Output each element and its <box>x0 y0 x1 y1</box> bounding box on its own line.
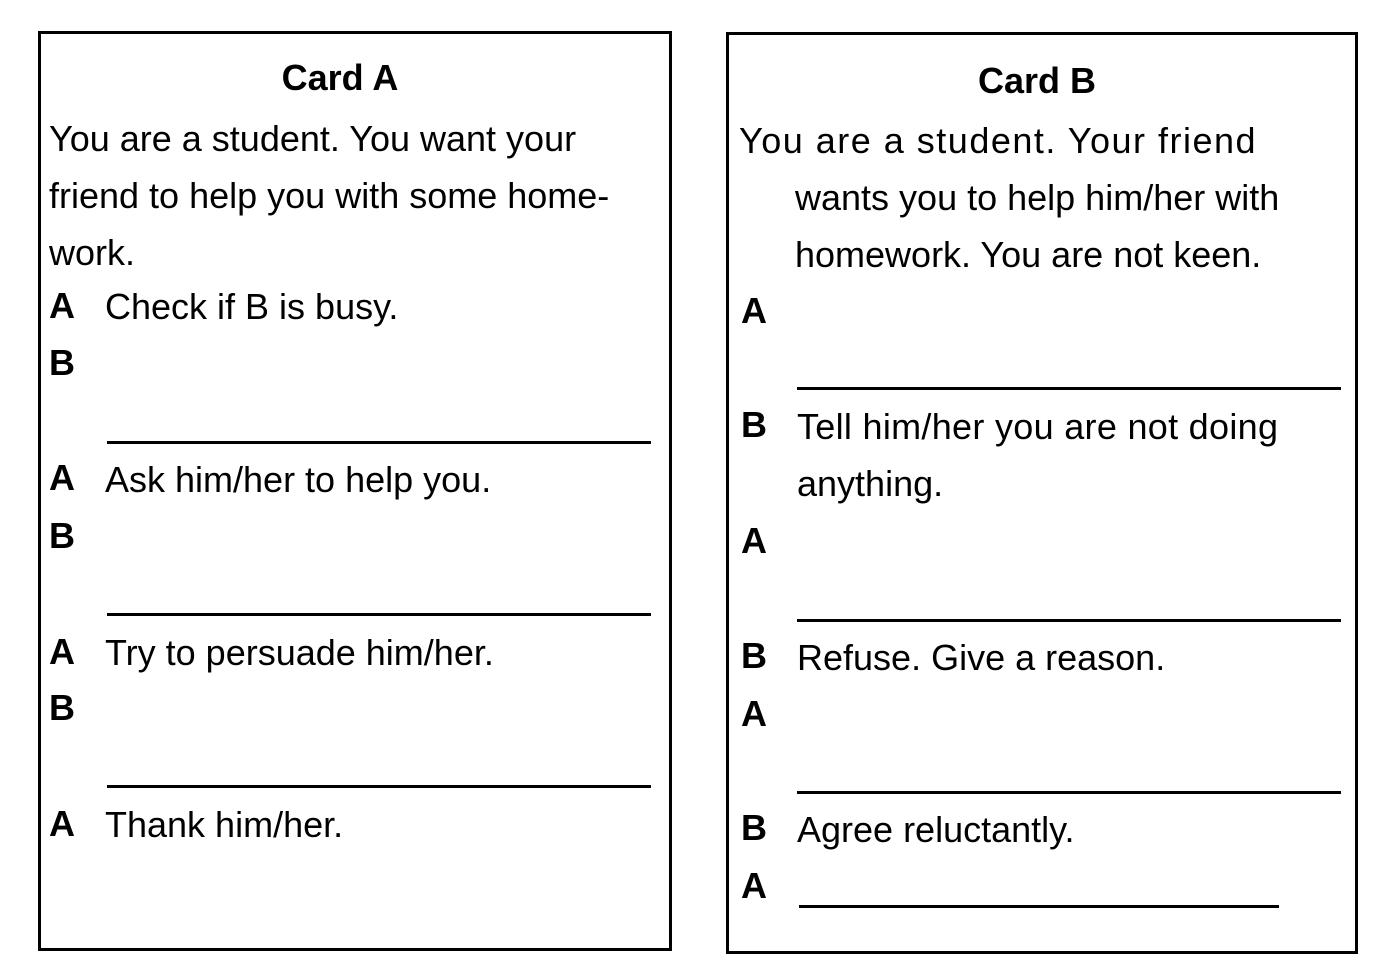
card-a-title: Card A <box>281 57 399 98</box>
card-b-prompt-1-line-2: anything. <box>797 463 944 504</box>
card-b-answer-line-2[interactable] <box>797 619 1341 622</box>
card-a-speaker-b-1: B <box>49 342 75 383</box>
card-b-answer-line-4[interactable] <box>799 905 1279 908</box>
card-a-speaker-b-3: B <box>49 687 75 728</box>
card-b-speaker-b-1: B <box>741 404 767 445</box>
card-b-prompt-2: Refuse. Give a reason. <box>797 637 1166 678</box>
card-a-prompt-4: Thank him/her. <box>105 804 344 845</box>
card-b-speaker-b-3: B <box>741 807 767 848</box>
card-a-prompt-2: Ask him/her to help you. <box>105 459 492 500</box>
card-b-speaker-b-2: B <box>741 635 767 676</box>
card-a-speaker-a-1: A <box>49 285 75 326</box>
card-b-answer-line-1[interactable] <box>797 387 1341 390</box>
card-a-prompt-3: Try to persuade him/her. <box>105 632 494 673</box>
card-b-prompt-1-line-1: Tell him/her you are not doing <box>797 406 1279 447</box>
card-a <box>38 31 672 951</box>
card-b-speaker-a-2: A <box>741 520 767 561</box>
card-b-speaker-a-4: A <box>741 865 767 906</box>
card-a-intro-line-1: You are a student. You want your <box>49 118 577 159</box>
card-b <box>726 32 1358 954</box>
card-a-speaker-a-2: A <box>49 457 75 498</box>
card-b-speaker-a-3: A <box>741 693 767 734</box>
card-b-title: Card B <box>977 60 1097 101</box>
card-a-answer-line-1[interactable] <box>107 441 651 444</box>
card-a-speaker-a-3: A <box>49 631 75 672</box>
card-a-intro-line-3: work. <box>49 232 136 273</box>
card-b-answer-line-3[interactable] <box>797 791 1341 794</box>
card-a-prompt-1: Check if B is busy. <box>105 286 399 327</box>
card-b-speaker-a-1: A <box>741 290 767 331</box>
card-a-speaker-a-4: A <box>49 803 75 844</box>
card-b-prompt-3: Agree reluctantly. <box>797 809 1075 850</box>
card-a-intro-line-2: friend to help you with some home- <box>49 175 610 216</box>
card-a-speaker-b-2: B <box>49 515 75 556</box>
card-b-intro-line-2: wants you to help him/her with <box>795 177 1280 218</box>
card-a-answer-line-3[interactable] <box>107 785 651 788</box>
card-a-intro <box>49 110 609 281</box>
card-b-intro-line-1: You are a student. Your friend <box>739 120 1258 161</box>
card-b-intro <box>739 112 1279 283</box>
card-a-answer-line-2[interactable] <box>107 613 651 616</box>
card-b-intro-line-3: homework. You are not keen. <box>795 234 1262 275</box>
